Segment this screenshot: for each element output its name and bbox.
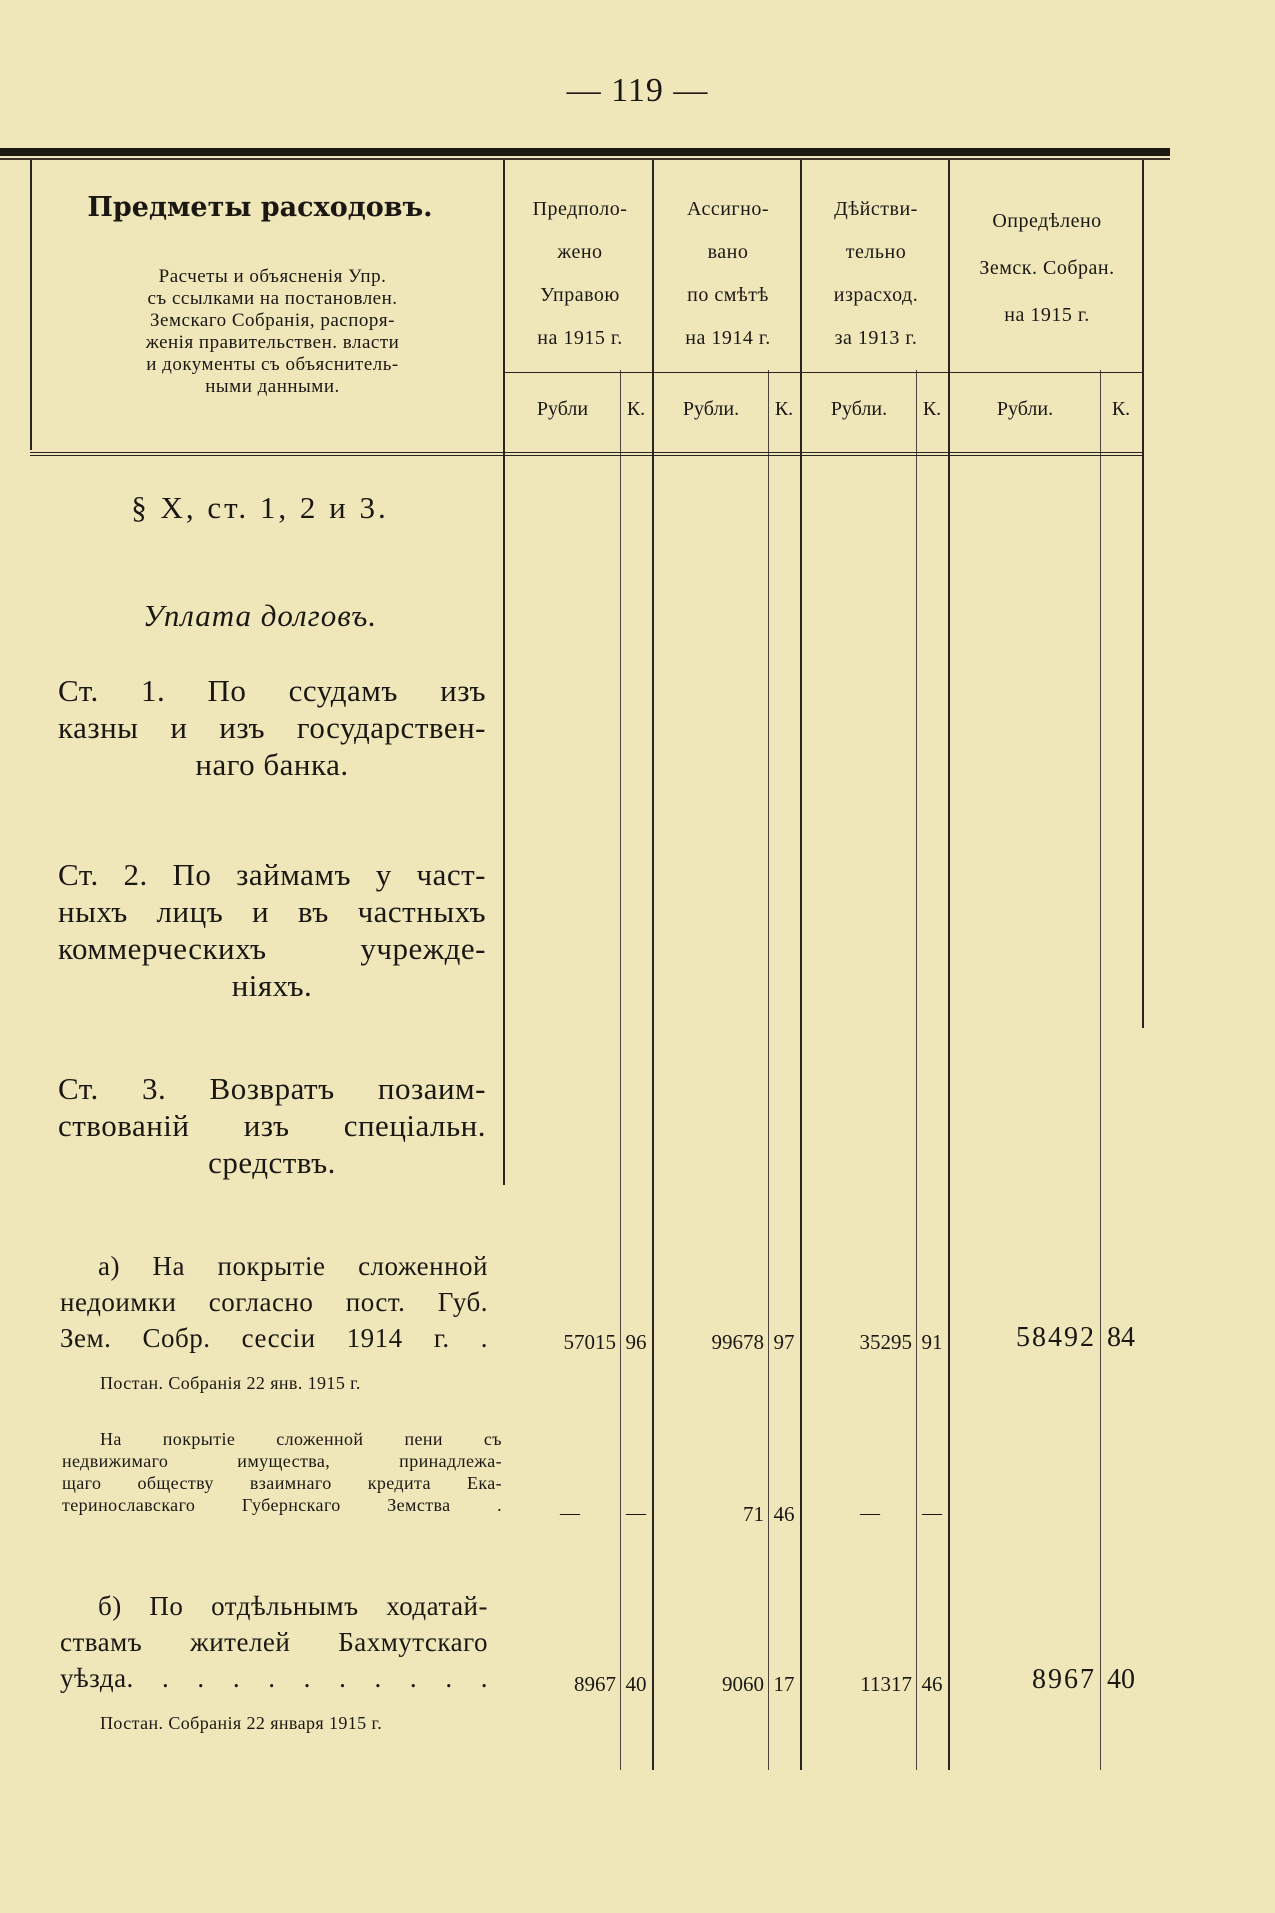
item-a-rub-assigned: 99678 bbox=[711, 1330, 764, 1354]
units-row-line bbox=[503, 372, 1143, 373]
column-subtitle: Расчеты и объясненія Упр. съ ссылками на постановлен. Земскаго Собранія, распоря- женія правительствен. власти и документы съ объяснитель- ными данными. bbox=[145, 266, 400, 397]
item-b-rub-actual: 11317 bbox=[860, 1672, 912, 1696]
item-b-note: Постан. Собранія 22 января 1915 г. bbox=[100, 1713, 383, 1733]
item-a-rub-actual: 35295 bbox=[859, 1330, 912, 1354]
table-left-border bbox=[30, 160, 32, 450]
penalty-rub-actual: — bbox=[860, 1502, 880, 1524]
unit-kop-col3: К. bbox=[922, 398, 942, 420]
unit-rub-col4: Рубли. bbox=[996, 398, 1054, 420]
section-title: § X, ст. 1, 2 и 3. bbox=[131, 490, 389, 525]
item-a-kop-determined: 84 bbox=[1107, 1322, 1135, 1353]
penalty-description: На покрытіе сложенной пени съ недвижимаго имущества, принадлежа- щаго обществу взаимнаго кредита Ека- теринославскаго Губернскаго Земства . bbox=[62, 1429, 502, 1515]
item-b-rub-assigned: 9060 bbox=[722, 1672, 764, 1696]
item-a-kop-proposed: 96 bbox=[625, 1330, 647, 1354]
page-number: — 119 — bbox=[566, 72, 709, 109]
kop-divider-col4 bbox=[1100, 370, 1101, 1770]
penalty-kop-proposed: — bbox=[626, 1502, 646, 1524]
item-b-rub-determined: 8967 bbox=[1032, 1664, 1096, 1695]
column-header-proposed: Предполо- жено Управою на 1915 г. bbox=[532, 198, 628, 349]
unit-rub-col2: Рубли. bbox=[682, 398, 740, 420]
unit-kop-col2: К. bbox=[774, 398, 794, 420]
article-1: Ст. 1. По ссудамъ изъ казны и изъ государствен- наго банка. bbox=[58, 673, 486, 782]
item-a-kop-assigned: 97 bbox=[773, 1330, 795, 1354]
kop-divider-col1 bbox=[620, 370, 621, 1770]
top-rule bbox=[0, 148, 1170, 156]
penalty-rub-assigned: 71 bbox=[743, 1502, 764, 1526]
article-2: Ст. 2. По займамъ у част- ныхъ лицъ и въ частныхъ коммерческихъ учрежде- ніяхъ. bbox=[58, 857, 486, 1003]
divider-description bbox=[503, 160, 505, 1185]
item-a-description: а) На покрытіе сложенной недоимки согласно пост. Губ. Зем. Собр. сессіи 1914 г. . bbox=[60, 1251, 488, 1353]
item-b-rub-proposed: 8967 bbox=[574, 1672, 616, 1696]
column-header-assigned: Ассигно- вано по смѣтѣ на 1914 г. bbox=[685, 198, 771, 349]
item-b-description: б) По отдѣльнымъ ходатай- ствамъ жителей Бахмутскаго уѣзда. . . . . . . . . . . bbox=[60, 1591, 488, 1693]
item-a-note: Постан. Собранія 22 янв. 1915 г. bbox=[100, 1373, 361, 1393]
penalty-rub-proposed: — bbox=[560, 1502, 580, 1524]
column-title-expenses: Предметы расходовъ. bbox=[87, 192, 433, 223]
item-b-kop-actual: 46 bbox=[921, 1672, 943, 1696]
penalty-kop-actual: — bbox=[922, 1502, 942, 1524]
item-b-kop-proposed: 40 bbox=[625, 1672, 647, 1696]
table-right-border bbox=[1142, 160, 1144, 1028]
item-a-rub-proposed: 57015 bbox=[563, 1330, 616, 1354]
item-b-kop-assigned: 17 bbox=[773, 1672, 795, 1696]
unit-rub-col3: Рубли. bbox=[830, 398, 888, 420]
top-rule-thin bbox=[0, 158, 1170, 160]
unit-rub-col1: Рубли bbox=[536, 398, 589, 420]
item-a-kop-actual: 91 bbox=[921, 1330, 943, 1354]
penalty-kop-assigned: 46 bbox=[773, 1502, 795, 1526]
article-3: Ст. 3. Возвратъ позаим- ствованій изъ спеціальн. средствъ. bbox=[58, 1071, 486, 1180]
header-bottom-line bbox=[30, 452, 1142, 453]
kop-divider-col2 bbox=[768, 370, 769, 1770]
item-a-rub-determined: 58492 bbox=[1016, 1322, 1096, 1353]
section-subtitle: Уплата долговъ. bbox=[142, 598, 378, 633]
kop-divider-col3 bbox=[916, 370, 917, 1770]
unit-kop-col1: К. bbox=[626, 398, 646, 420]
header-bottom-line-2 bbox=[30, 455, 1142, 456]
item-b-kop-determined: 40 bbox=[1107, 1664, 1135, 1695]
column-header-determined: Опредѣлено Земск. Собран. на 1915 г. bbox=[979, 210, 1115, 326]
unit-kop-col4: К. bbox=[1111, 398, 1131, 420]
column-header-actual: Дѣйстви- тельно израсход. за 1913 г. bbox=[833, 198, 919, 349]
